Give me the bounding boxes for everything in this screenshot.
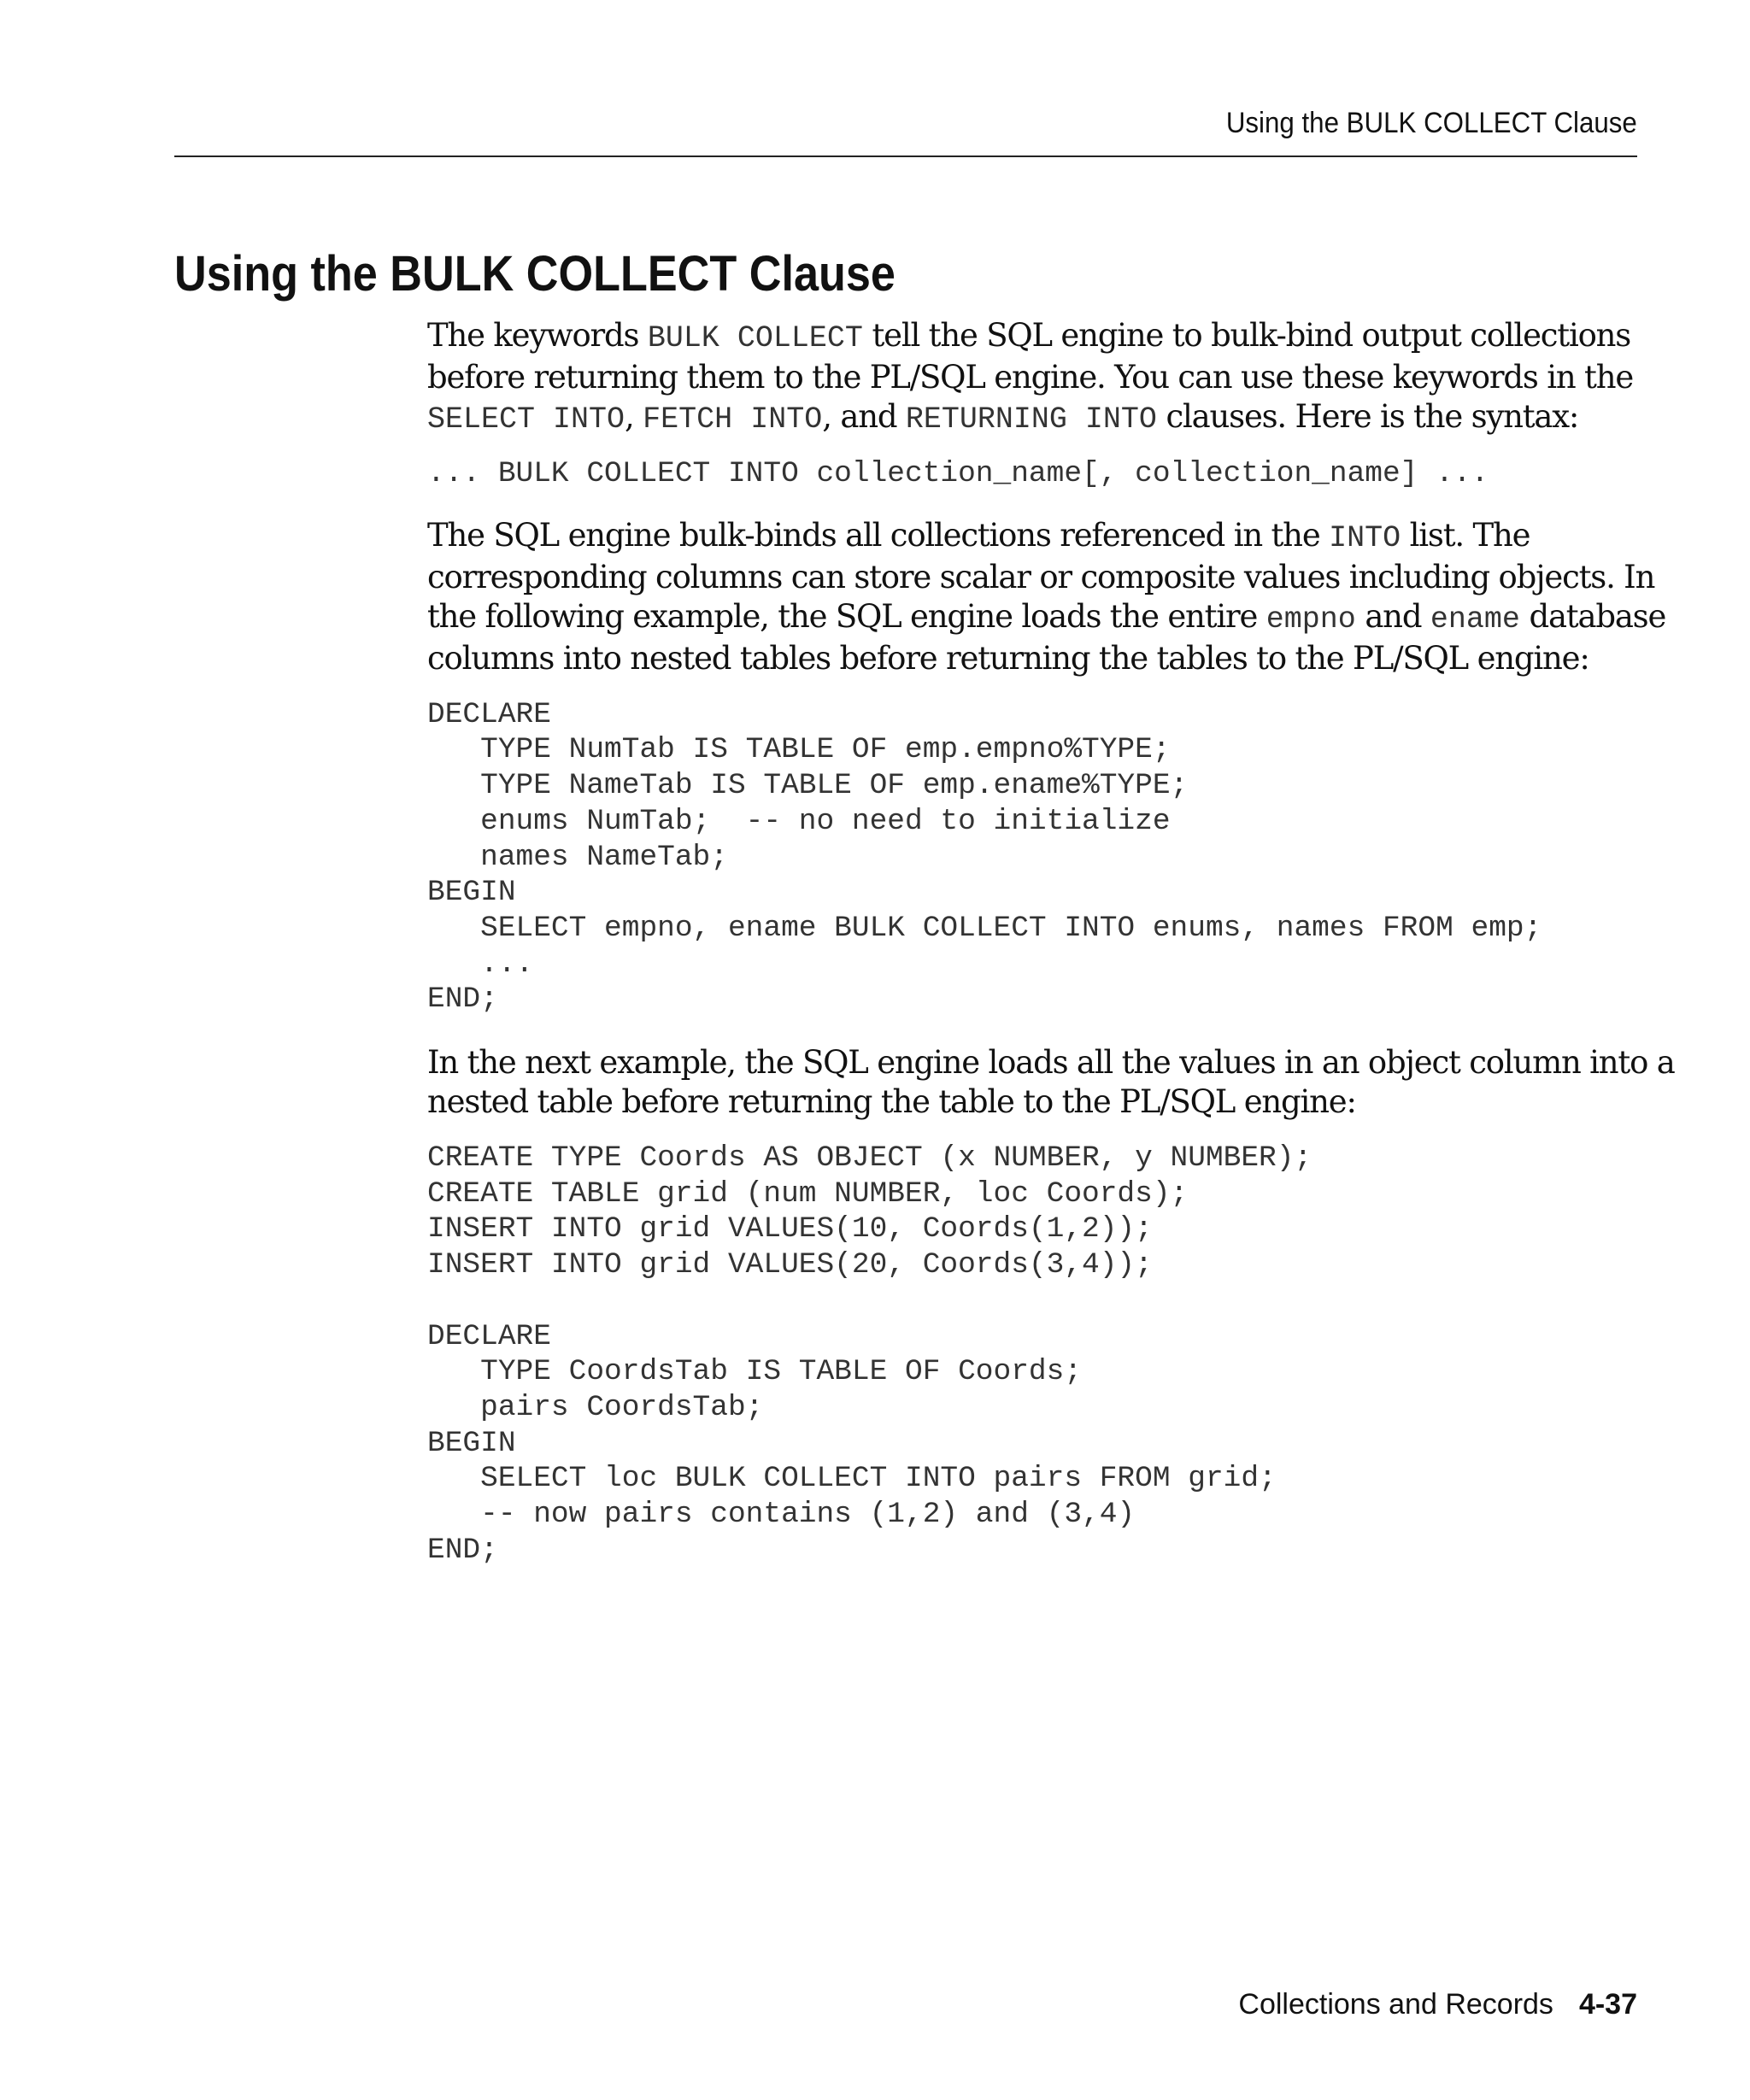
paragraph-next-example — [427, 1043, 1675, 1122]
text-run: , — [625, 398, 643, 435]
code-line: INSERT INTO grid VALUES(20, Coords(3,4)); — [427, 1248, 1153, 1282]
syntax-code-block — [427, 456, 1665, 492]
code-line: BEGIN — [427, 876, 516, 910]
code-line: SELECT loc BULK COLLECT INTO pairs FROM grid; — [427, 1462, 1277, 1496]
code-line: CREATE TABLE grid (num NUMBER, loc Coords); — [427, 1176, 1189, 1211]
code-line: END; — [427, 1533, 498, 1567]
inline-code: INTO — [1329, 520, 1401, 555]
inline-code: empno — [1266, 601, 1356, 636]
code-line: CREATE TYPE Coords AS OBJECT (x NUMBER, y NUMBER); — [427, 1141, 1312, 1176]
code-line: SELECT empno, ename BULK COLLECT INTO enums, names FROM emp; — [427, 911, 1542, 945]
code-line: DECLARE — [427, 1319, 551, 1353]
code-line: enums NumTab; -- no need to initialize — [427, 804, 1171, 838]
body-column — [427, 316, 1675, 1568]
paragraph-intro — [427, 316, 1665, 439]
code-line: INSERT INTO grid VALUES(10, Coords(1,2)); — [427, 1212, 1153, 1247]
text-run: tell the SQL engine to bulk-bind output collections — [862, 317, 1631, 354]
code-line: BEGIN — [427, 1426, 516, 1460]
paragraph-line — [427, 597, 1665, 639]
code-line: -- now pairs contains (1,2) and (3,4) — [427, 1498, 1136, 1532]
code-line: DECLARE — [427, 697, 551, 731]
text-run: The keywords — [427, 317, 648, 354]
paragraph-line — [427, 397, 1665, 439]
text-run: , and — [822, 398, 906, 435]
paragraph-line — [427, 516, 1665, 558]
paragraph-line: corresponding columns can store scalar or composite values including objects. In — [427, 558, 1655, 595]
paragraph-line: before returning them to the PL/SQL engine. You can use these keywords in the — [427, 359, 1634, 396]
section-title: Using the BULK COLLECT Clause — [174, 246, 896, 302]
text-run: database — [1519, 597, 1666, 635]
inline-code: ename — [1430, 601, 1520, 636]
inline-code: FETCH INTO — [643, 402, 823, 437]
code-line: ... BULK COLLECT INTO collection_name[, collection_name] ... — [427, 457, 1489, 490]
code-line — [427, 1283, 1665, 1319]
paragraph-line: In the next example, the SQL engine loads all the values in an object column into a — [427, 1044, 1675, 1082]
code-line: TYPE CoordsTab IS TABLE OF Coords; — [427, 1355, 1083, 1389]
text-run: The SQL engine bulk-binds all collections referenced in the — [427, 516, 1330, 554]
paragraph-line — [427, 316, 1665, 358]
text-run: and — [1355, 597, 1430, 635]
header-rule — [174, 155, 1637, 157]
code-line: names NameTab; — [427, 840, 728, 874]
code-line: ... — [427, 947, 534, 981]
inline-code: RETURNING INTO — [905, 402, 1157, 437]
code-line: pairs CoordsTab; — [427, 1390, 764, 1424]
paragraph-bulk-binds — [427, 516, 1665, 678]
code-line: TYPE NameTab IS TABLE OF emp.ename%TYPE; — [427, 769, 1189, 803]
code-line: TYPE NumTab IS TABLE OF emp.empno%TYPE; — [427, 733, 1171, 767]
code-line: END; — [427, 983, 498, 1017]
paragraph-line: nested table before returning the table to the PL/SQL engine: — [427, 1083, 1356, 1121]
text-run: clauses. Here is the syntax: — [1156, 398, 1579, 435]
inline-code: BULK COLLECT — [647, 321, 863, 355]
footer-book-section: Collections and Records — [1238, 1988, 1553, 2021]
text-run: the following example, the SQL engine loads the entire — [427, 597, 1266, 635]
example-1-code-block — [427, 697, 1665, 1018]
paragraph-line: columns into nested tables before returning the tables to the PL/SQL engine: — [427, 639, 1589, 677]
page-number: 4-37 — [1578, 1988, 1637, 2021]
example-2-code-block — [427, 1141, 1665, 1568]
text-run: list. The — [1401, 516, 1530, 554]
inline-code: SELECT INTO — [427, 402, 625, 437]
page-footer — [1238, 1987, 1637, 2021]
running-header: Using the BULK COLLECT Clause — [1225, 107, 1637, 139]
